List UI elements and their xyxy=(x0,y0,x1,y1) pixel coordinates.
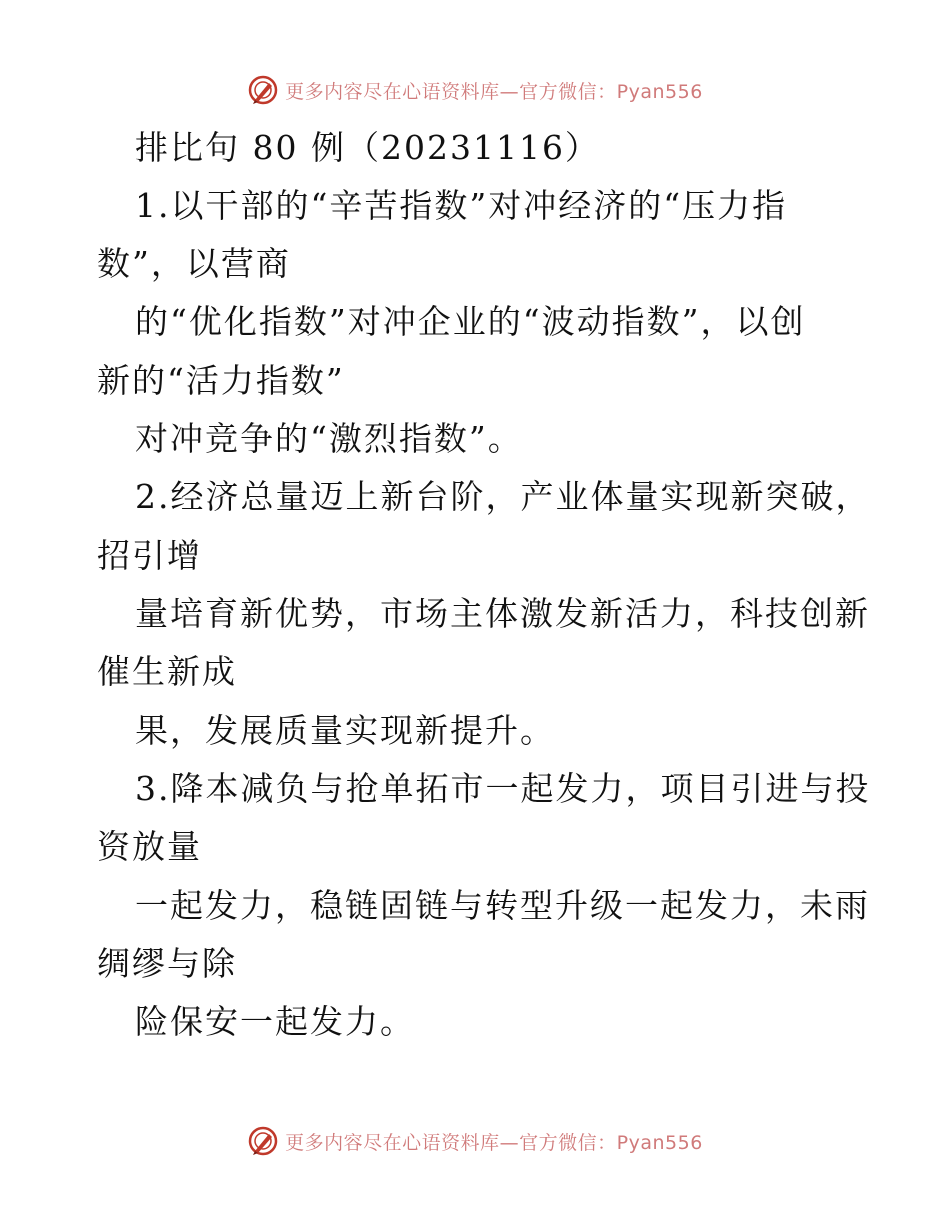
paragraph-line: 1.以干部的“辛苦指数”对冲经济的“压力指 xyxy=(135,186,788,225)
paragraph-line: 资放量 xyxy=(97,827,202,866)
paragraph-line: 果，发展质量实现新提升。 xyxy=(135,711,555,750)
paragraph-line: 量培育新优势，市场主体激发新活力，科技创新 xyxy=(135,594,870,633)
header-watermark xyxy=(0,70,950,110)
paragraph-line: 的“优化指数”对冲企业的“波动指数”，以创 xyxy=(135,302,806,341)
paragraph-line: 3.降本减负与抢单拓市一起发力，项目引进与投 xyxy=(135,769,871,808)
paragraph-line: 一起发力，稳链固链与转型升级一起发力，未雨 xyxy=(135,886,870,925)
watermark-text: 更多内容尽在心语资料库—官方微信：Pyan556 xyxy=(285,80,703,103)
watermark-text: 更多内容尽在心语资料库—官方微信：Pyan556 xyxy=(285,1131,703,1154)
pen-logo-icon xyxy=(247,74,279,106)
document-title: 排比句 80 例（20231116） xyxy=(135,128,600,167)
paragraph-line: 新的“活力指数” xyxy=(97,361,345,400)
paragraph-line: 2.经济总量迈上新台阶，产业体量实现新突破， xyxy=(135,477,871,516)
paragraph-line: 对冲竞争的“激烈指数”。 xyxy=(135,419,523,458)
paragraph-line: 绸缪与除 xyxy=(97,944,237,983)
paragraph-line: 险保安一起发力。 xyxy=(135,1002,415,1041)
paragraph-line: 催生新成 xyxy=(97,652,237,691)
paragraph-line: 招引增 xyxy=(97,536,202,575)
footer-watermark xyxy=(0,1121,950,1161)
pen-logo-icon xyxy=(247,1125,279,1157)
paragraph-line: 数”，以营商 xyxy=(97,244,291,283)
